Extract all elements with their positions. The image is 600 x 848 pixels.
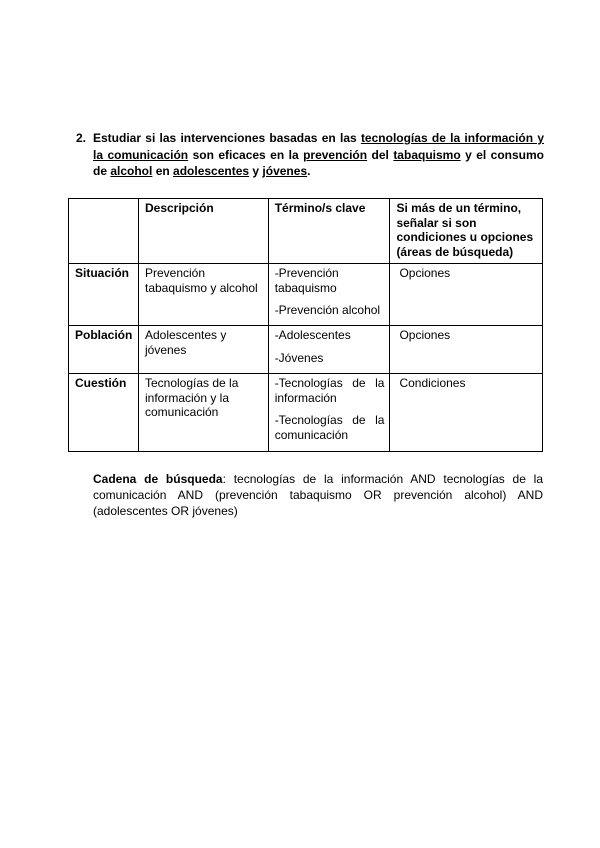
header-descripcion: Descripción	[138, 199, 268, 264]
header-condiciones-opciones: Si más de un término, señalar si son condiciones u opciones (áreas de búsqueda)	[390, 199, 543, 264]
question-number: 2.	[76, 131, 87, 145]
question-part: en	[152, 164, 174, 178]
question-part: y el consumo de	[93, 147, 544, 178]
descripcion-cell: Prevención tabaquismo y alcohol	[138, 264, 268, 326]
tipo-cell: Opciones	[390, 264, 543, 326]
question-part: Estudiar si las intervenciones basadas en las	[93, 131, 361, 145]
termino-item: -Tecnologías de la información	[274, 376, 385, 405]
termino-item: -Jóvenes	[274, 350, 324, 365]
row-label: Población	[69, 326, 139, 374]
terminos-cell	[268, 374, 390, 452]
descripcion-cell: Tecnologías de la información y la comunicación	[138, 374, 268, 452]
table-row-situacion	[69, 264, 543, 326]
tipo-cell: Opciones	[390, 326, 543, 374]
question-keyword: alcohol	[110, 164, 153, 178]
question-text	[93, 130, 544, 180]
row-label: Cuestión	[69, 374, 139, 452]
terminos-cell	[268, 264, 390, 326]
table-row-poblacion	[69, 326, 543, 374]
pico-table	[68, 198, 543, 452]
search-chain-label: Cadena de búsqueda	[93, 472, 223, 486]
terminos-cell	[268, 326, 390, 374]
header-cell-empty	[69, 199, 139, 264]
termino-item: -Adolescentes	[274, 328, 351, 342]
termino-item: -Prevención tabaquismo	[274, 266, 339, 295]
header-terminos-clave: Término/s clave	[268, 199, 390, 264]
question-keyword: jóvenes	[262, 164, 308, 178]
tipo-cell: Condiciones	[390, 374, 543, 452]
question-keyword: tecnologías de la información y la comunicación	[93, 131, 545, 162]
search-chain-text: : tecnologías de la información AND tecnologías de la comunicación AND (prevención tabaquismo OR prevención alcohol) AND (adolescentes OR jóvenes)	[93, 472, 543, 518]
row-label: Situación	[69, 264, 139, 326]
question-part: del	[367, 147, 394, 162]
table-header-row	[69, 199, 543, 264]
termino-item: -Prevención alcohol	[274, 303, 381, 317]
question-paragraph	[76, 130, 544, 180]
question-keyword: prevención	[303, 147, 368, 162]
table-row-cuestion	[69, 374, 543, 452]
question-keyword: tabaquismo	[393, 147, 461, 162]
question-part: son eficaces en la	[188, 147, 304, 162]
question-part: .	[307, 164, 311, 178]
question-keyword: adolescentes	[173, 164, 250, 178]
descripcion-cell: Adolescentes y jóvenes	[138, 326, 268, 374]
termino-item: -Tecnologías de la comunicación	[274, 413, 385, 442]
question-part: y	[249, 164, 263, 178]
search-chain-paragraph	[93, 471, 543, 519]
